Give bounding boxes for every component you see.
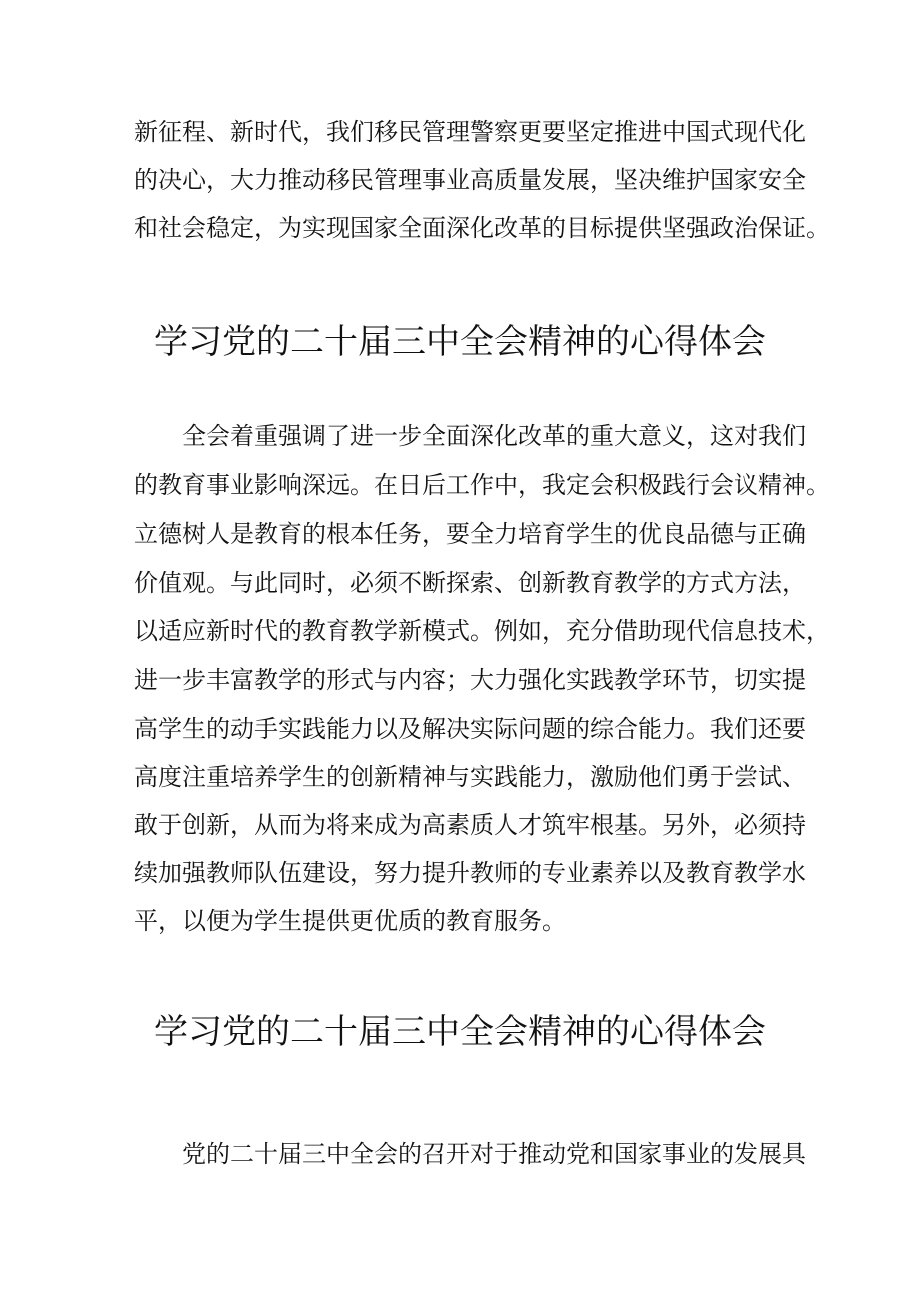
paragraph-line: 新征程、新时代，我们移民管理警察更要坚定推进中国式现代化 (134, 118, 806, 146)
paragraph-line: 党的二十届三中全会的召开对于推动党和国家事业的发展具 (182, 1140, 806, 1168)
section-title: 学习党的二十届三中全会精神的心得体会 (154, 1012, 766, 1052)
paragraph-line: 立德树人是教育的根本任务，要全力培育学生的优良品德与正确 (134, 520, 806, 548)
paragraph-line: 续加强教师队伍建设，努力提升教师的专业素养以及教育教学水 (134, 859, 806, 887)
paragraph-line: 以适应新时代的教育教学新模式。例如，充分借助现代信息技术， (134, 617, 830, 645)
paragraph-line: 和社会稳定，为实现国家全面深化改革的目标提供坚强政治保证。 (134, 214, 830, 242)
paragraph-line: 高学生的动手实践能力以及解决实际问题的综合能力。我们还要 (134, 715, 806, 743)
paragraph-line: 敢于创新，从而为将来成为高素质人才筑牢根基。另外，必须持 (134, 811, 806, 839)
paragraph-line: 进一步丰富教学的形式与内容；大力强化实践教学环节，切实提 (134, 666, 806, 694)
paragraph-line: 的决心，大力推动移民管理事业高质量发展，坚决维护国家安全 (134, 166, 806, 194)
paragraph-line: 价值观。与此同时，必须不断探索、创新教育教学的方式方法， (134, 569, 806, 597)
paragraph-line: 全会着重强调了进一步全面深化改革的重大意义，这对我们 (182, 422, 806, 450)
paragraph-line: 的教育事业影响深远。在日后工作中，我定会积极践行会议精神。 (134, 471, 830, 499)
section-title: 学习党的二十届三中全会精神的心得体会 (154, 322, 766, 362)
paragraph-line: 平，以便为学生提供更优质的教育服务。 (134, 907, 566, 935)
paragraph-line: 高度注重培养学生的创新精神与实践能力，激励他们勇于尝试、 (134, 763, 806, 791)
